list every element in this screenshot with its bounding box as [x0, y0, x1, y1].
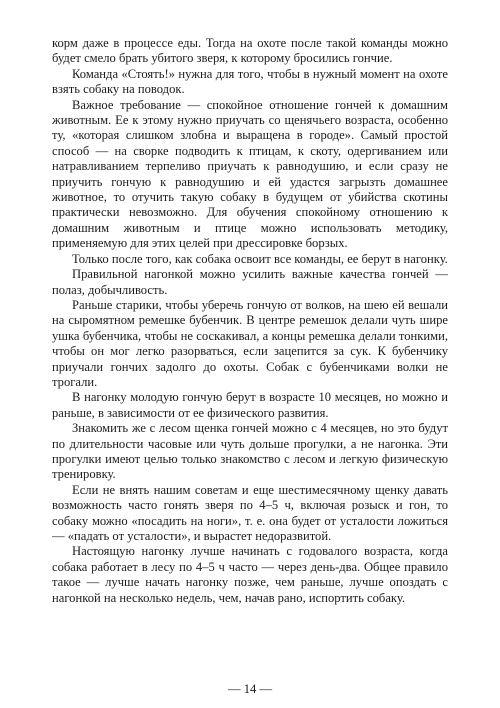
paragraph-4: Только после того, как собака освоит все команды, ее берут в нагонку. — [72, 251, 448, 266]
paragraph-5: Правильной нагонкой можно усилить важные качества гончей — полаз, добычливость. — [52, 267, 448, 297]
paragraph-2: Команда «Стоять!» нужна для того, чтобы в нужный момент на охоте взять собаку на поводок. — [52, 66, 448, 97]
paragraph-10: Настоящую нагонку лучше начинать с годовалого возраста, когда собака работает в лесу по 4–5 ч часто — через день-два. Общее правило такое — лучше начать нагонку позже, чем раньше, лучше опоздать с нагонкой на несколько недель, чем, начав рано, испортить собаку. — [52, 544, 448, 605]
paragraph-3: Важное требование — спокойное отношение гончей к домашним животным. Ее к этому нужно приучать со щенячьего возраста, особенно ту, «которая слишком злобна и выращена в городе». Самый простой способ — на сворке подводить к птицам, к скоту, одергиванием или натравливанием терпеливо приучать к равнодушию, и если сразу не приучить гончую к равнодушию и ей удастся загрызть домашнее животное, то отучить такую собаку в будущем от убийства скотины практически невозможно. Для обучения спокойному отношению к домашним животным и птице можно использовать методику, применяемую для этих целей при дрессировке борзых. — [52, 97, 448, 251]
paragraph-6: Раньше старики, чтобы уберечь гончую от волков, на шею ей вешали на сыромятном ремешке бубенчик. В центре ремешок делали чуть шире ушка бубенчика, чтобы не соскакивал, а концы ремешка делали тонкими, чтобы он мог легко разорваться, если зацепится за сук. К бубенчику приучали гончих задолго до охоты. Собак с бубенчиками волки не трогали. — [52, 297, 448, 389]
page-number: — 14 — — [227, 682, 273, 696]
body-text — [52, 36, 448, 606]
paragraph-9: Если не внять нашим советам и еще шестимесячному щенку давать возможность часто гонять зверя по 4–5 ч, включая розыск и гон, то собаку можно «посадить на ноги», т. е. она будет от усталости ложиться — «падать от усталости», и вырастет недоразвитой. — [52, 482, 448, 543]
paragraph-8: Знакомить же с лесом щенка гончей можно с 4 месяцев, но это будут по длительности часовые или чуть дольше прогулки, а не нагонка. Эти прогулки имеют целью только знакомство с лесом и легкую физическую тренировку. — [52, 421, 448, 482]
paragraph-7: В нагонку молодую гончую берут в возрасте 10 месяцев, но можно и раньше, в зависимости от ее физического развития. — [52, 390, 448, 420]
paragraph-1: корм даже в процессе еды. Тогда на охоте после такой команды можно будет смело брать убитого зверя, к которому бросились гончие. — [52, 36, 448, 66]
